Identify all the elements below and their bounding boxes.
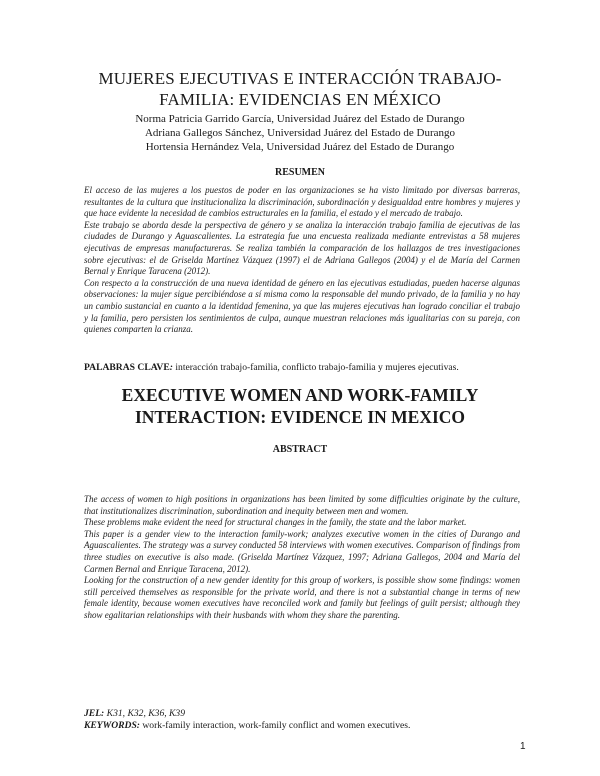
abstract-paragraph-4: Looking for the construction of a new gender identity for this group of workers, is possible show some findings: women still perceived themselves as responsible for the private world, and there is not a substantial change in terms of new female identity, because women executives have reconciled work and family but feelings of guilt persist; although they show egalitarian relationships with their husbands with whom they share the parenting. [84, 575, 520, 620]
page-number: 1 [520, 741, 526, 752]
author-3: Hortensia Hernández Vela, Universidad Juárez del Estado de Durango [145, 141, 455, 153]
palabras-clave-text: interacción trabajo-familia, conflicto trabajo-familia y mujeres ejecutivas. [172, 362, 459, 373]
abstract-paragraph-2: These problems make evident the need for structural changes in the family, the state and the labor market. [84, 517, 467, 528]
abstract-paragraph-1: The access of women to high positions in organizations has been limited by some difficulties originate by the culture, that institutionalizes discrimination, subordination and inequity between men and women. [84, 494, 520, 516]
author-1: Norma Patricia Garrido García, Universidad Juárez del Estado de Durango [135, 113, 465, 125]
jel-and-keywords [84, 708, 524, 732]
author-2: Adriana Gallegos Sánchez, Universidad Juárez del Estado de Durango [144, 127, 456, 139]
resumen-heading: RESUMEN [274, 167, 325, 178]
author-list [60, 112, 540, 154]
keywords-line [84, 720, 524, 732]
jel-codes: K31, K32, K36, K39 [104, 708, 186, 719]
resumen-paragraph-2: Este trabajo se aborda desde la perspectiva de género y se analiza la interacción trabajo familia de ejecutivas de las ciudades de Durango y Aguascalientes. La estrategia fue una encuesta realizada mediante entrevistas a 58 mujeres ejecutivas de empresas manufactureras. Se realiza también la comparación de los hallazgos de tres investigaciones sobre ejecutivas: el de Griselda Martínez Vázquez (1997) el de Adriana Gallegos (2004) y el de María del Carmen Bernal y Enrique Taracena (2012). [84, 219, 520, 277]
jel-label: JEL: [84, 708, 105, 719]
jel-line [84, 708, 524, 720]
abstract-heading: ABSTRACT [272, 444, 328, 455]
resumen-paragraph-3: Con respecto a la construcción de una nueva identidad de género en las ejecutivas estudiadas, pueden hacerse algunas observaciones: la mujer sigue percibiéndose a sí misma como la responsable del mundo privado, de la familia y no hay un cambio sustancial en cuanto a la identidad femenina, ya que las mujeres ejecutivas han logrado conciliar el trabajo y la familia, pero persisten los sentimientos de culpa, aunque muestran relaciones más igualitarias con su pareja, con quienes comparten la crianza. [84, 277, 520, 335]
resumen-body [84, 185, 520, 336]
keywords-text: work-family interaction, work-family conflict and women executives. [139, 720, 411, 731]
abstract-paragraph-3: This paper is a gender view to the interaction family-work; analyzes executive women in the cities of Durango and Aguascalientes. The strategy was a survey conducted 58 interviews with women executives. Comparison of findings from three studies on executive is also made. (Griselda Martínez Vázquez, 1997; Adriana Gallegos, 2004 and María del Carmen Bernal and Enrique Taracena, 2012). [84, 528, 520, 574]
keywords-label: KEYWORDS: [84, 720, 140, 731]
english-title: EXECUTIVE WOMEN AND WORK-FAMILY INTERACTION: EVIDENCE IN MEXICO [121, 385, 479, 427]
resumen-paragraph-1: El acceso de las mujeres a los puestos de poder en las organizaciones se ha visto limitado por diversas barreras, resultantes de la cultura que institucionaliza la discriminación, subordinación y desigualdad entre hombres y mujeres y que hace evidente la necesidad de cambios estructurales en la familia, el estado y el mercado de trabajo. [84, 185, 520, 219]
abstract-body [84, 494, 520, 622]
palabras-clave-label: PALABRAS CLAVE [84, 362, 170, 373]
palabras-clave [84, 362, 524, 374]
palabras-clave-colon: : [169, 362, 173, 373]
spanish-title: MUJERES EJECUTIVAS E INTERACCIÓN TRABAJO-FAMILIA: EVIDENCIAS EN MÉXICO [98, 69, 502, 109]
